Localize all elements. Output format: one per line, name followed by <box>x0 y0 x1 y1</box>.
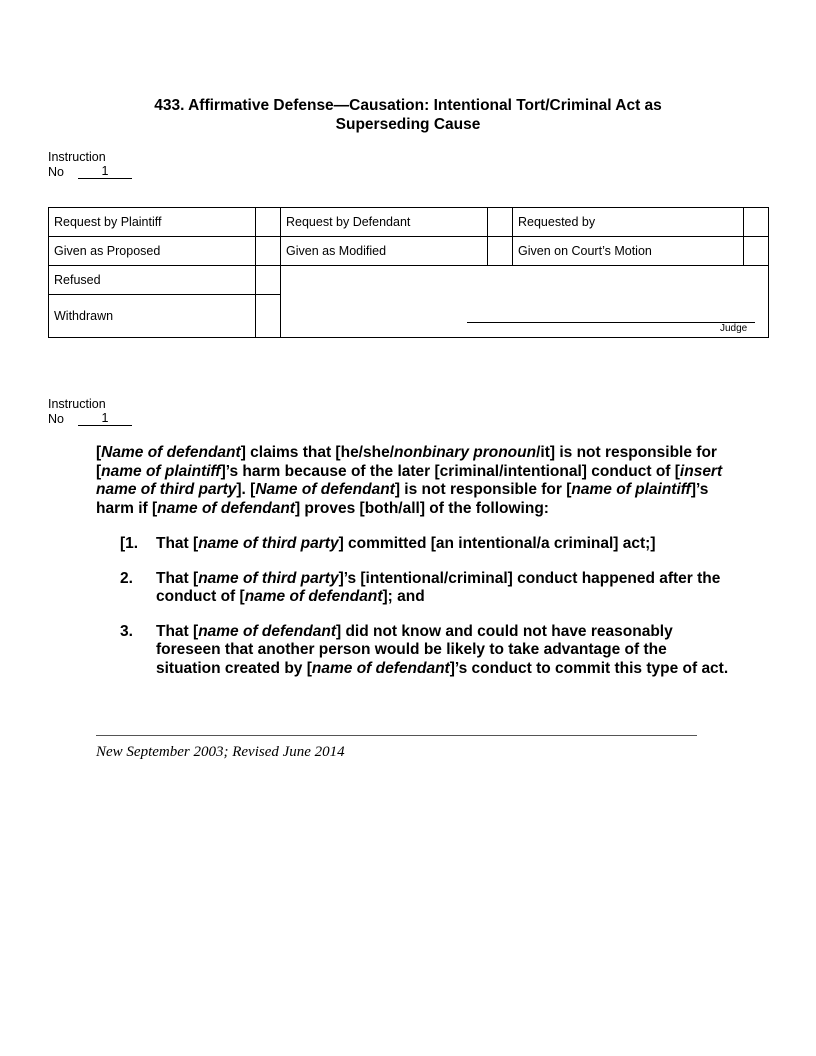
withdrawn-label: Withdrawn <box>49 295 256 338</box>
body-text: ] claims that [he/she/ <box>240 444 395 461</box>
withdrawn-checkbox[interactable] <box>256 295 281 338</box>
item-text <box>156 623 730 679</box>
page-title <box>0 96 816 134</box>
item-number: [1. <box>120 535 139 552</box>
instruction-label: Instruction <box>48 397 106 411</box>
item-text-part: ] did not know and could not have reasonably foreseen that another person would be likely to take advantage of the situation created by [ <box>156 622 673 677</box>
body-text: /it] is not responsible for [ <box>96 444 717 480</box>
body-placeholder: name of plaintiff <box>571 481 691 498</box>
instruction-number-field[interactable]: 1 <box>78 412 132 426</box>
body-text: ] is not responsible for [ <box>394 481 572 498</box>
item-placeholder: name of defendant <box>244 588 383 605</box>
instruction-label: Instruction <box>48 150 106 164</box>
item-text-part: ]’s [intentional/criminal] conduct happened after the conduct of [ <box>156 569 721 605</box>
given-as-proposed-label: Given as Proposed <box>49 237 256 266</box>
title-line-1: 433. Affirmative Defense—Causation: Intentional Tort/Criminal Act as <box>154 97 662 114</box>
item-placeholder: name of defendant <box>311 659 450 677</box>
item-placeholder: name of defendant <box>198 622 336 640</box>
requested-by-label: Requested by <box>513 208 744 237</box>
item-placeholder: name of third party <box>198 569 339 587</box>
body-text: ]’s harm if [ <box>96 481 709 517</box>
element-list <box>120 535 730 694</box>
history-note: New September 2003; Revised June 2014 <box>96 744 345 760</box>
item-number: 2. <box>120 569 133 587</box>
body-text: ]. [ <box>236 481 256 498</box>
given-on-courts-motion-checkbox[interactable] <box>744 237 769 266</box>
given-on-courts-motion-label: Given on Court’s Motion <box>513 237 744 266</box>
title-line-2: Superseding Cause <box>335 116 481 133</box>
request-by-defendant-checkbox[interactable] <box>488 208 513 237</box>
list-item <box>120 570 730 607</box>
item-text-part: ]’s conduct to commit this type of act. <box>449 659 729 677</box>
judge-signature-area <box>281 266 769 338</box>
refused-checkbox[interactable] <box>256 266 281 295</box>
list-item <box>120 535 730 554</box>
requested-by-checkbox[interactable] <box>744 208 769 237</box>
body-placeholder: name of plaintiff <box>101 462 221 480</box>
body-text: ]’s harm because of the later [criminal/intentional] conduct of [ <box>220 462 680 480</box>
judge-label: Judge <box>720 323 748 334</box>
no-label: No <box>48 164 64 179</box>
item-text-part: ] committed [an intentional/a criminal] act;] <box>338 535 656 552</box>
body-placeholder: insert name of third party <box>96 462 723 498</box>
list-item <box>120 623 730 679</box>
body-text: [ <box>96 444 102 461</box>
instruction-body <box>96 444 726 518</box>
item-placeholder: name of third party <box>198 535 339 552</box>
given-as-modified-label: Given as Modified <box>281 237 488 266</box>
given-as-modified-checkbox[interactable] <box>488 237 513 266</box>
footer-divider <box>96 735 697 736</box>
body-placeholder: Name of defendant <box>101 444 241 461</box>
request-by-plaintiff-checkbox[interactable] <box>256 208 281 237</box>
item-text <box>156 535 730 554</box>
body-placeholder: Name of defendant <box>255 481 395 498</box>
instruction-number-field[interactable]: 1 <box>78 165 132 179</box>
instruction-number-top <box>48 150 132 179</box>
item-text-part: ]; and <box>382 588 425 605</box>
item-text <box>156 570 730 607</box>
body-placeholder: name of defendant <box>157 499 295 517</box>
request-by-plaintiff-label: Request by Plaintiff <box>49 208 256 237</box>
given-as-proposed-checkbox[interactable] <box>256 237 281 266</box>
body-placeholder: nonbinary pronoun <box>394 444 537 461</box>
request-table <box>48 207 769 338</box>
refused-label: Refused <box>49 266 256 295</box>
instruction-number-bottom <box>48 397 132 426</box>
item-text-part: That [ <box>156 569 199 587</box>
request-by-defendant-label: Request by Defendant <box>281 208 488 237</box>
judge-signature-line[interactable] <box>467 322 755 323</box>
no-label: No <box>48 411 64 426</box>
body-text: ] proves [both/all] of the following: <box>294 499 549 517</box>
item-text-part: That [ <box>156 622 199 640</box>
item-number: 3. <box>120 622 133 640</box>
item-text-part: That [ <box>156 535 199 552</box>
